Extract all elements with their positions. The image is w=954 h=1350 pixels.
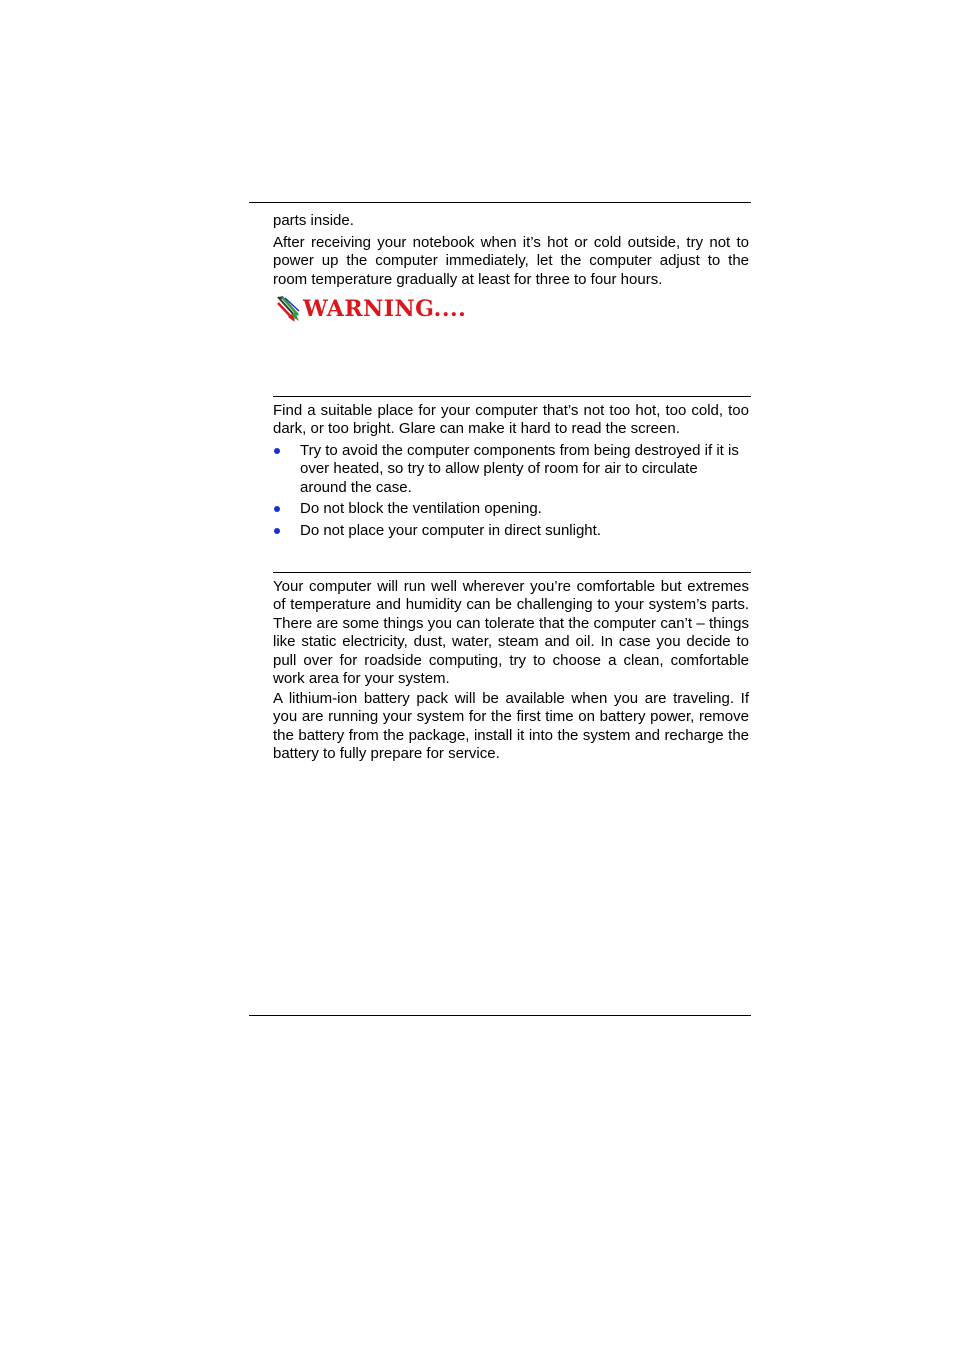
header-rule	[249, 202, 751, 203]
bullet-icon	[274, 448, 280, 454]
continuation-text: parts inside.	[273, 212, 354, 229]
footer-rule	[249, 1015, 751, 1016]
temperature-paragraph: After receiving your notebook when it’s hot or cold outside, try not to power up the computer immediately, let the computer adjust to the room temperature gradually at least for three to four hours.	[273, 234, 749, 288]
bullet-icon	[274, 506, 280, 512]
placement-intro: Find a suitable place for your computer that’s not too hot, too cold, too dark, or too bright. Glare can make it hard to read the screen.	[273, 402, 749, 438]
battery-paragraph: A lithium-ion battery pack will be available when you are traveling. If you are running your system for the first time on battery power, remove the battery from the package, install it into the system and recharge the battery to fully prepare for service.	[273, 690, 749, 763]
list-item-text: Do not place your computer in direct sunlight.	[300, 521, 601, 539]
list-item	[273, 500, 749, 518]
arrows-icon	[276, 295, 300, 323]
list-item-text: Try to avoid the computer components from being destroyed if it is over heated, so try to allow plenty of room for air to circulate around the case.	[300, 442, 739, 496]
warning-label: WARNING....	[303, 296, 467, 322]
list-item	[273, 522, 749, 540]
placement-list	[273, 442, 749, 543]
section-rule-2	[273, 572, 751, 573]
warning-callout	[276, 294, 466, 324]
environment-paragraph: Your computer will run well wherever you’re comfortable but extremes of temperature and humidity can be challenging to your system’s parts. There are some things you can tolerate that the computer can’t – things like static electricity, dust, water, steam and oil. In case you decide to pull over for roadside computing, try to choose a clean, comfortable work area for your system.	[273, 578, 749, 688]
list-item-text: Do not block the ventilation opening.	[300, 500, 542, 518]
bullet-icon	[274, 528, 280, 534]
list-item	[273, 442, 749, 497]
section-rule-1	[273, 396, 751, 397]
